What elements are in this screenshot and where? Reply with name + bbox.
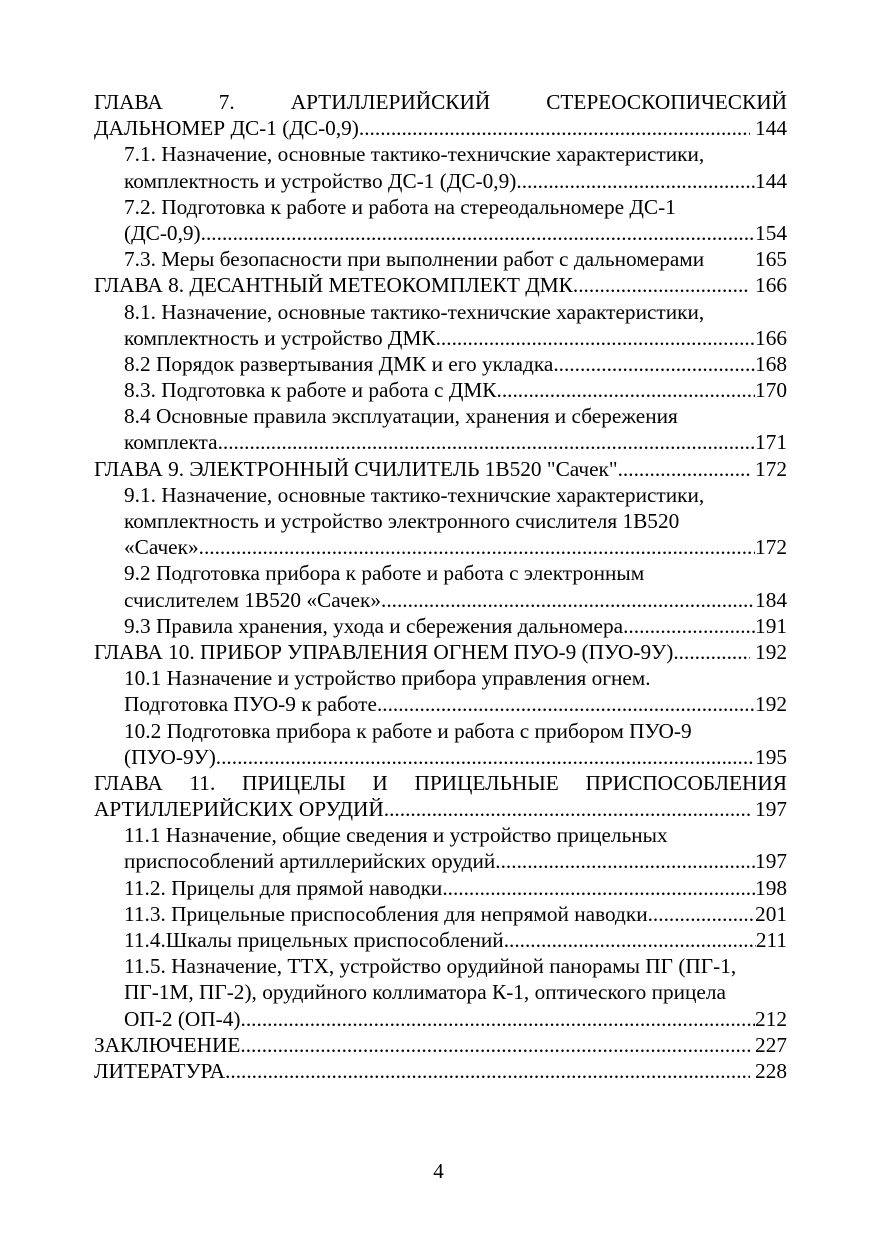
toc-leader-dots	[359, 115, 750, 141]
toc-title: 11.4.Шкалы прицельных приспособлений	[124, 928, 504, 952]
toc-title: «Сачек»	[124, 535, 199, 560]
toc-page-number: 197	[755, 849, 787, 874]
toc-title: ПГ-1М, ПГ-2), орудийного коллиматора К-1, оптического прицела	[124, 980, 726, 1005]
toc-section-10-1-entry[interactable]	[94, 691, 787, 717]
toc-section-8-2-entry[interactable]	[94, 351, 787, 377]
toc-title: ГЛАВА 8. ДЕСАНТНЫЙ МЕТЕОКОМПЛЕКТ ДМК	[94, 273, 573, 298]
toc-page-number: 144	[755, 168, 787, 193]
toc-word: ПРИЦЕЛЫ	[241, 770, 346, 795]
toc-page-number: 166	[755, 325, 787, 350]
toc-title: приспособлений артиллерийских орудий	[124, 849, 496, 874]
toc-section-8-3-entry[interactable]	[94, 377, 787, 403]
toc-title: 9.1. Назначение, основные тактико-техничские характеристики,	[124, 482, 705, 507]
toc-leader-dots	[377, 691, 755, 717]
toc-title: ЛИТЕРАТУРА	[94, 1058, 226, 1083]
toc-word: 11.	[189, 770, 216, 795]
toc-section-8-1-entry[interactable]	[94, 325, 787, 351]
toc-leader-dots	[673, 639, 750, 665]
toc-page-number: 198	[755, 875, 787, 900]
toc-section-7-2-entry[interactable]	[94, 220, 787, 246]
toc-page-number: 191	[755, 613, 787, 638]
toc-leader-dots	[199, 534, 755, 560]
toc-section-11-3-entry[interactable]	[94, 901, 787, 927]
toc-leader-dots	[216, 744, 755, 770]
toc-leader-dots	[436, 325, 755, 351]
toc-title: 11.2. Прицелы для прямой наводки	[124, 875, 443, 900]
toc-section-8-4-line-1	[94, 403, 787, 429]
toc-leader-dots	[504, 927, 756, 953]
toc-section-9-1-line-2	[94, 508, 787, 534]
toc-section-9-2-line-1	[94, 560, 787, 586]
toc-section-10-2-line-1	[94, 718, 787, 744]
toc-title: 7.3. Меры безопасности при выполнении работ с дальномерами	[124, 247, 705, 272]
toc-section-10-2-entry[interactable]	[94, 744, 787, 770]
toc-leader-dots	[218, 429, 755, 455]
toc-word: АРТИЛЛЕРИЙСКИЙ	[290, 90, 491, 114]
toc-page-number: 171	[755, 430, 787, 455]
toc-leader-dots	[648, 901, 755, 927]
toc-section-7-2-line-1	[94, 194, 787, 220]
toc-title: 9.3 Правила хранения, ухода и сбережения дальномера	[124, 613, 624, 638]
page-number: 4	[433, 1159, 444, 1183]
toc-section-11-1-line-1	[94, 822, 787, 848]
toc-section-9-1-entry[interactable]	[94, 534, 787, 560]
toc-word: 7.	[218, 90, 235, 114]
toc-chapter-10-entry[interactable]	[94, 639, 787, 665]
toc-page-number: 228	[755, 1058, 787, 1083]
toc-page-number: 197	[755, 797, 787, 822]
toc-title: 9.2 Подготовка прибора к работе и работа с электронным	[124, 561, 645, 586]
toc-section-9-1-line-1	[94, 482, 787, 508]
toc-word: ПРИЦЕЛЬНЫЕ	[414, 770, 559, 795]
toc-page-number: 172	[755, 456, 787, 481]
toc-literature-entry[interactable]	[94, 1058, 787, 1084]
toc-section-9-3-entry[interactable]	[94, 613, 787, 639]
toc-title: 10.1 Назначение и устройство прибора управления огнем.	[124, 666, 651, 691]
toc-section-10-1-line-1	[94, 665, 787, 691]
toc-title: (ПУО-9У)	[124, 744, 216, 769]
toc-title: Подготовка ПУО-9 к работе	[124, 692, 377, 717]
toc-chapter-7-entry[interactable]	[94, 115, 787, 141]
toc-word: ГЛАВА	[94, 90, 163, 114]
toc-page-number: 195	[755, 744, 787, 769]
toc-page-number: 166	[755, 273, 787, 298]
toc-chapter-11-title-line-1	[94, 770, 787, 796]
toc-chapter-11-entry[interactable]	[94, 796, 787, 822]
toc-word: И	[372, 770, 388, 795]
toc-leader-dots	[623, 613, 755, 639]
toc-title: 8.3. Подготовка к работе и работа с ДМК	[124, 378, 497, 403]
toc-conclusion-entry[interactable]	[94, 1032, 787, 1058]
toc-section-11-1-entry[interactable]	[94, 848, 787, 874]
toc-page-number: 201	[755, 901, 787, 926]
toc-page-number: 154	[755, 220, 787, 245]
toc-page-number: 172	[755, 535, 787, 560]
toc-chapter-8-entry[interactable]	[94, 272, 787, 298]
toc-title: ГЛАВА 9. ЭЛЕКТРОННЫЙ СЧИЛИТЕЛЬ 1В520 "Сачек"	[94, 456, 618, 481]
toc-title: 11.5. Назначение, ТТХ, устройство орудийной панорамы ПГ (ПГ-1,	[124, 954, 737, 979]
toc-section-11-5-line-1	[94, 953, 787, 979]
toc-leader-dots	[618, 456, 750, 482]
toc-section-7-1-entry[interactable]	[94, 168, 787, 194]
toc-title: комплектность и устройство электронного счислителя 1В520	[124, 509, 680, 533]
toc-section-8-1-line-1	[94, 299, 787, 325]
toc-title: ЗАКЛЮЧЕНИЕ	[94, 1032, 241, 1057]
toc-page-number: 165	[755, 247, 787, 272]
toc-title: 7.1. Назначение, основные тактико-техничские характеристики,	[124, 142, 705, 167]
toc-title: комплектность и устройство ДМК	[124, 325, 436, 350]
toc-leader-dots	[225, 1058, 750, 1084]
toc-title: комплектность и устройство ДС-1 (ДС-0,9)	[124, 168, 517, 193]
toc-leader-dots	[573, 272, 750, 298]
toc-title: 8.2 Порядок развертывания ДМК и его укладка	[124, 351, 554, 376]
toc-section-11-5-line-2	[94, 979, 787, 1005]
toc-section-11-2-entry[interactable]	[94, 875, 787, 901]
toc-section-9-2-entry[interactable]	[94, 587, 787, 613]
toc-title: 7.2. Подготовка к работе и работа на стереодальномере ДС-1	[124, 194, 676, 219]
toc-leader-dots	[384, 796, 750, 822]
toc-title: 8.4 Основные правила эксплуатации, хранения и сбережения	[124, 404, 678, 429]
toc-title: ГЛАВА 10. ПРИБОР УПРАВЛЕНИЯ ОГНЕМ ПУО-9 (ПУО-9У)	[94, 639, 674, 664]
toc-title: 8.1. Назначение, основные тактико-техничские характеристики,	[124, 299, 705, 324]
toc-leader-dots	[442, 875, 755, 901]
toc-title: 11.3. Прицельные приспособления для непрямой наводки	[124, 901, 648, 926]
toc-leader-dots	[553, 351, 755, 377]
toc-page-number: 227	[755, 1032, 787, 1057]
toc-word: ПРИСПОСОБЛЕНИЯ	[585, 770, 787, 795]
toc-page-number: 192	[755, 692, 787, 717]
toc-page-number: 144	[755, 116, 787, 141]
toc-title: 11.1 Назначение, общие сведения и устройство прицельных	[124, 823, 668, 848]
toc-word: СТЕРЕОСКОПИЧЕСКИЙ	[546, 90, 787, 114]
toc-page-number: 212	[755, 1006, 787, 1031]
toc-leader-dots	[381, 587, 755, 613]
toc-leader-dots	[497, 377, 756, 403]
toc-section-8-4-entry[interactable]	[94, 429, 787, 455]
toc-page-number: 184	[755, 587, 787, 612]
toc-title: ОП-2 (ОП-4)	[124, 1006, 241, 1031]
toc-title: комплекта	[124, 430, 218, 455]
toc-leader-dots	[516, 168, 755, 194]
toc-section-7-3-entry[interactable]	[94, 246, 787, 272]
toc-page-number: 211	[755, 928, 787, 952]
toc-section-11-5-entry[interactable]	[94, 1006, 787, 1032]
toc-leader-dots	[495, 848, 755, 874]
toc-title: (ДС-0,9)	[124, 220, 201, 245]
toc-title: счислителем 1В520 «Сачек»	[124, 587, 381, 612]
toc-section-11-4-entry[interactable]	[94, 927, 787, 953]
toc-leader-dots	[201, 220, 755, 246]
toc-page-number: 168	[755, 351, 787, 376]
toc-page-number: 170	[755, 378, 787, 403]
toc-leader-dots	[240, 1032, 750, 1058]
toc-chapter-7-title-line-1	[94, 89, 787, 115]
toc-word: ГЛАВА	[94, 770, 163, 795]
toc-section-7-1-line-1	[94, 141, 787, 167]
toc-title: АРТИЛЛЕРИЙСКИХ ОРУДИЙ	[94, 797, 384, 822]
toc-title: ДАЛЬНОМЕР ДС-1 (ДС-0,9)	[94, 116, 359, 141]
toc-chapter-9-entry[interactable]	[94, 456, 787, 482]
toc-title: 10.2 Подготовка прибора к работе и работа с прибором ПУО-9	[124, 718, 692, 743]
table-of-contents	[94, 89, 787, 1084]
toc-leader-dots	[241, 1006, 756, 1032]
toc-page-number: 192	[755, 639, 787, 664]
